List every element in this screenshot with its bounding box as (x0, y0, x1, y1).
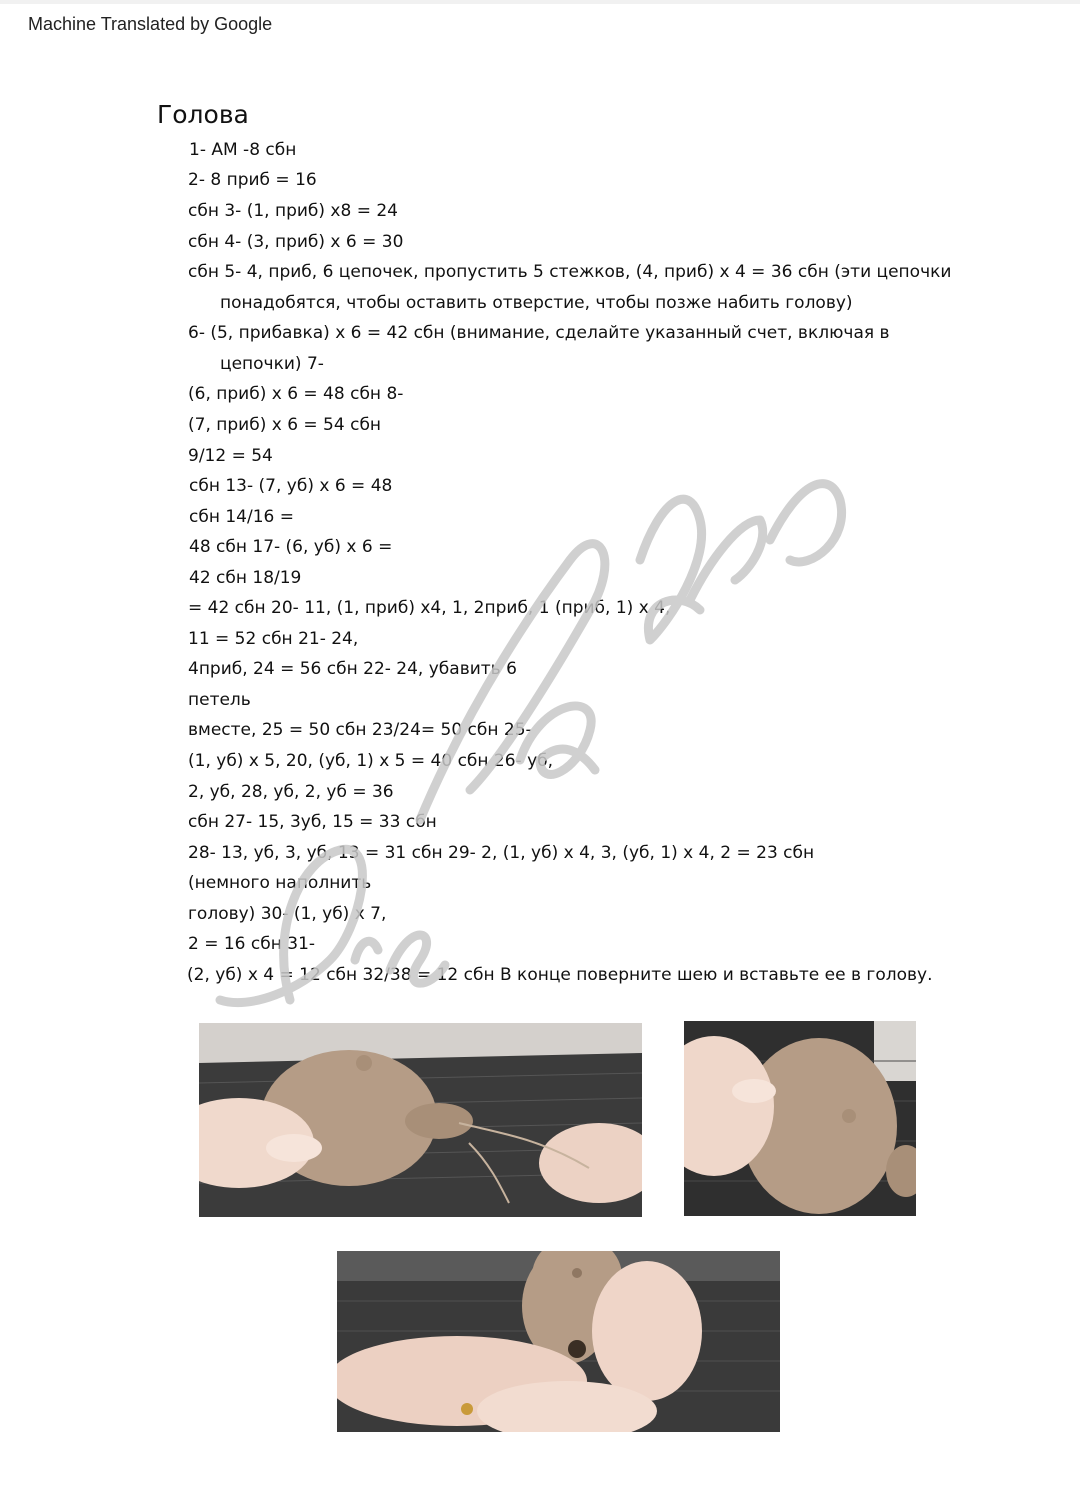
instruction-line: сбн 4- (3, приб) x 6 = 30 (188, 232, 404, 252)
photo-head-opening (337, 1251, 780, 1432)
translation-banner: Machine Translated by Google (28, 14, 273, 34)
instruction-line: = 42 сбн 20- 11, (1, приб) x4, 1, 2приб, 1 (приб, 1) x 4, (188, 598, 671, 618)
instruction-line: 1- АМ -8 сбн (189, 140, 297, 160)
instruction-line: 2 = 16 сбн 31- (188, 934, 316, 954)
instruction-line: сбн 13- (7, уб) x 6 = 48 (189, 476, 393, 496)
instruction-line: сбн 14/16 = (189, 507, 294, 527)
instruction-line: 4приб, 24 = 56 сбн 22- 24, убавить 6 (188, 659, 517, 679)
instruction-line: 28- 13, уб, 3, уб, 13 = 31 сбн 29- 2, (1, уб) x 4, 3, (уб, 1) x 4, 2 = 23 сбн (188, 843, 815, 863)
instruction-line: понадобятся, чтобы оставить отверстие, чтобы позже набить голову) (220, 293, 853, 313)
section-heading: Голова (157, 100, 249, 129)
instruction-line: голову) 30- (1, уб) x 7, (188, 904, 387, 924)
instruction-line: (7, приб) x 6 = 54 сбн (188, 415, 382, 435)
photo-head-stitching (199, 1023, 642, 1217)
instruction-line: сбн 3- (1, приб) x8 = 24 (188, 201, 398, 221)
instruction-line: (2, уб) x 4 = 12 сбн 32/38 = 12 сбн В конце поверните шею и вставьте ее в голову. (187, 965, 933, 985)
instruction-line: цепочки) 7- (220, 354, 324, 374)
instruction-line: (1, уб) x 5, 20, (уб, 1) x 5 = 40 сбн 26- уб, (188, 751, 554, 771)
instruction-line: (немного наполнить (188, 873, 372, 893)
instruction-line: сбн 5- 4, приб, 6 цепочек, пропустить 5 стежков, (4, приб) x 4 = 36 сбн (эти цепочки (188, 262, 952, 282)
instruction-line: петель (188, 690, 251, 710)
instruction-line: 2, уб, 28, уб, 2, уб = 36 (188, 782, 394, 802)
instruction-line: 2- 8 приб = 16 (188, 170, 317, 190)
instruction-line: 11 = 52 сбн 21- 24, (188, 629, 359, 649)
instruction-line: 6- (5, прибавка) x 6 = 42 сбн (внимание, сделайте указанный счет, включая в (188, 323, 890, 343)
instruction-line: вместе, 25 = 50 сбн 23/24= 50 сбн 25- (188, 720, 532, 740)
photo-head-side (684, 1021, 916, 1216)
instruction-line: 42 сбн 18/19 (189, 568, 302, 588)
instruction-line: сбн 27- 15, 3уб, 15 = 33 сбн (188, 812, 437, 832)
instruction-line: 9/12 = 54 (188, 446, 273, 466)
instruction-line: (6, приб) x 6 = 48 сбн 8- (188, 384, 404, 404)
instruction-line: 48 сбн 17- (6, уб) x 6 = (189, 537, 393, 557)
